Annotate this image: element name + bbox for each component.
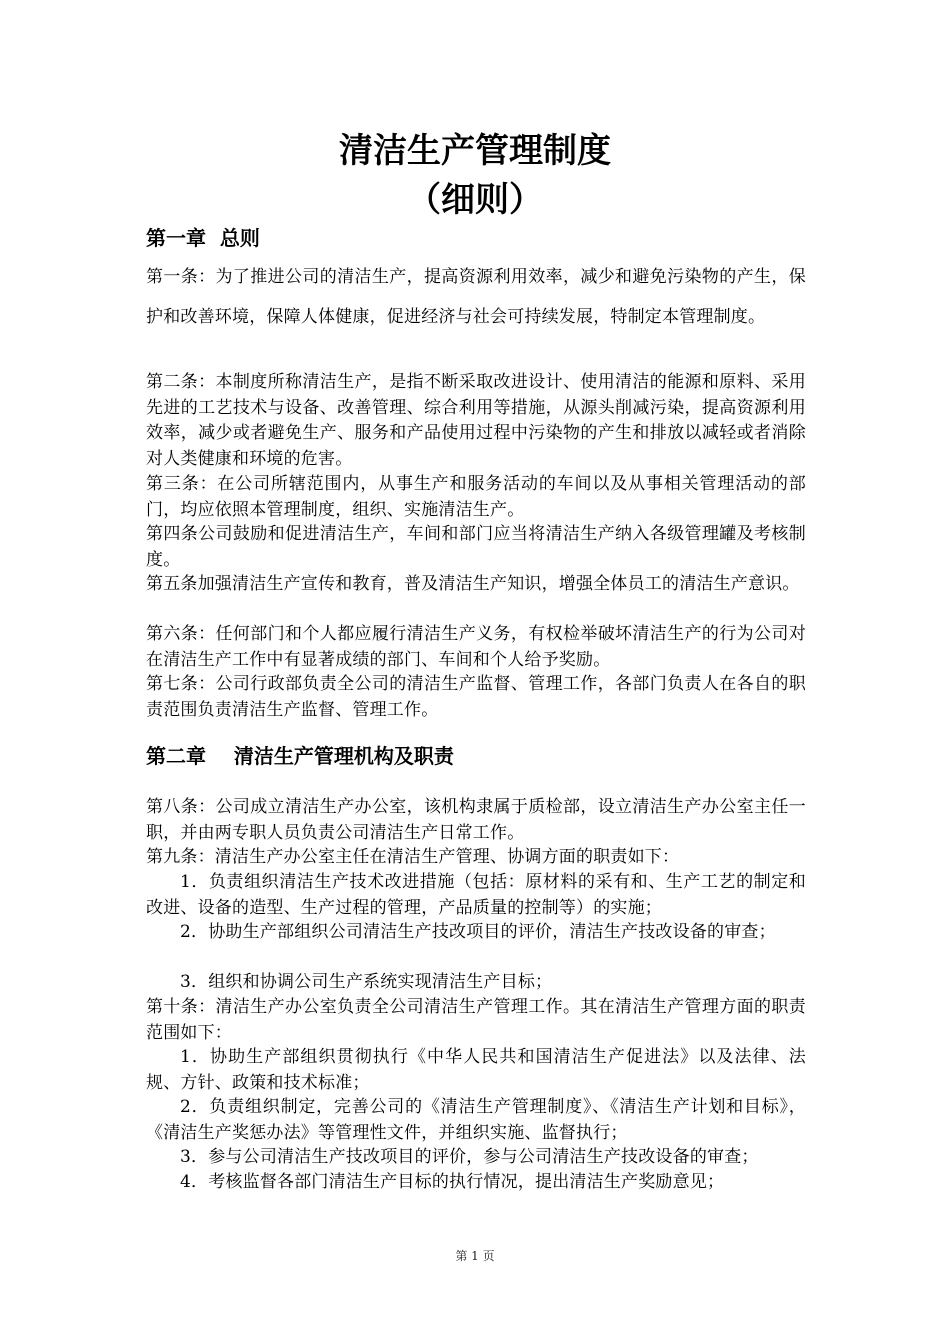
- article-6: 第六条：任何部门和个人都应履行清洁生产义务，有权检举破坏清洁生产的行为公司对在清洁生产工作中有显著成绩的部门、车间和个人给予奖励。: [146, 624, 806, 670]
- list-item: 1．负责组织清洁生产技术改进措施（包括：原材料的采有和、生产工艺的制定和改进、设备的造型、生产过程的管理，产品质量的控制等）的实施；: [146, 872, 806, 918]
- document-title: 清洁生产管理制度: [339, 131, 611, 171]
- article-3: 第三条：在公司所辖范围内，从事生产和服务活动的车间以及从事相关管理活动的部门，均应依照本管理制度，组织、实施清洁生产。: [146, 474, 806, 520]
- article-10: 第十条：清洁生产办公室负责全公司清洁生产管理工作。其在清洁生产管理方面的职责范围如下：: [146, 997, 806, 1043]
- list-item: 3．参与公司清洁生产技改项目的评价，参与公司清洁生产技改设备的审查；: [180, 1147, 759, 1167]
- article-2: 第二条：本制度所称清洁生产，是指不断采取改进设计、使用清洁的能源和原料、采用先进的工艺技术与设备、改善管理、综合利用等措施，从源头削减污染，提高资源利用效率，减少或者避免生产、服务和产品使用过程中污染物的产生和排放以减轻或者消除对人类健康和环境的危害。: [146, 372, 806, 469]
- article-9: 第九条：清洁生产办公室主任在清洁生产管理、协调方面的职责如下：: [146, 847, 680, 867]
- list-item: 1．协助生产部组织贯彻执行《中华人民共和国清洁生产促进法》以及法律、法规、方针、政策和技术标准；: [146, 1047, 806, 1093]
- chapter-heading: 第一章 总则: [146, 226, 260, 250]
- document-subtitle: （细则）: [407, 180, 543, 220]
- list-item: 2．协助生产部组织公司清洁生产技改项目的评价，清洁生产技改设备的审查；: [180, 922, 776, 942]
- list-item: 4．考核监督各部门清洁生产目标的执行情况，提出清洁生产奖励意见；: [180, 1172, 725, 1192]
- article-4: 第四条公司鼓励和促进清洁生产，车间和部门应当将清洁生产纳入各级管理罐及考核制度。: [146, 524, 806, 570]
- article-8: 第八条：公司成立清洁生产办公室，该机构隶属于质检部，设立清洁生产办公室主任一职，并由两专职人员负责公司清洁生产日常工作。: [146, 797, 806, 843]
- list-item: 3．组织和协调公司生产系统实现清洁生产目标；: [180, 972, 553, 992]
- article-1: 第一条：为了推进公司的清洁生产，提高资源利用效率，减少和避免污染物的产生，保护和改善环境，保障人体健康，促进经济与社会可持续发展，特制定本管理制度。: [146, 267, 806, 327]
- article-5: 第五条加强清洁生产宣传和教育，普及清洁生产知识，增强全体员工的清洁生产意识。: [146, 574, 800, 594]
- page-number: 第 1 页: [455, 1249, 495, 1263]
- list-item: 2．负责组织制定，完善公司的《清洁生产管理制度》、《清洁生产计划和目标》，《清洁生产奖惩办法》等管理性文件，并组织实施、监督执行；: [146, 1097, 806, 1143]
- chapter-heading: 第二章 清洁生产管理机构及职责: [146, 744, 454, 768]
- article-7: 第七条：公司行政部负责全公司的清洁生产监督、管理工作，各部门负责人在各自的职责范围负责清洁生产监督、管理工作。: [146, 674, 806, 720]
